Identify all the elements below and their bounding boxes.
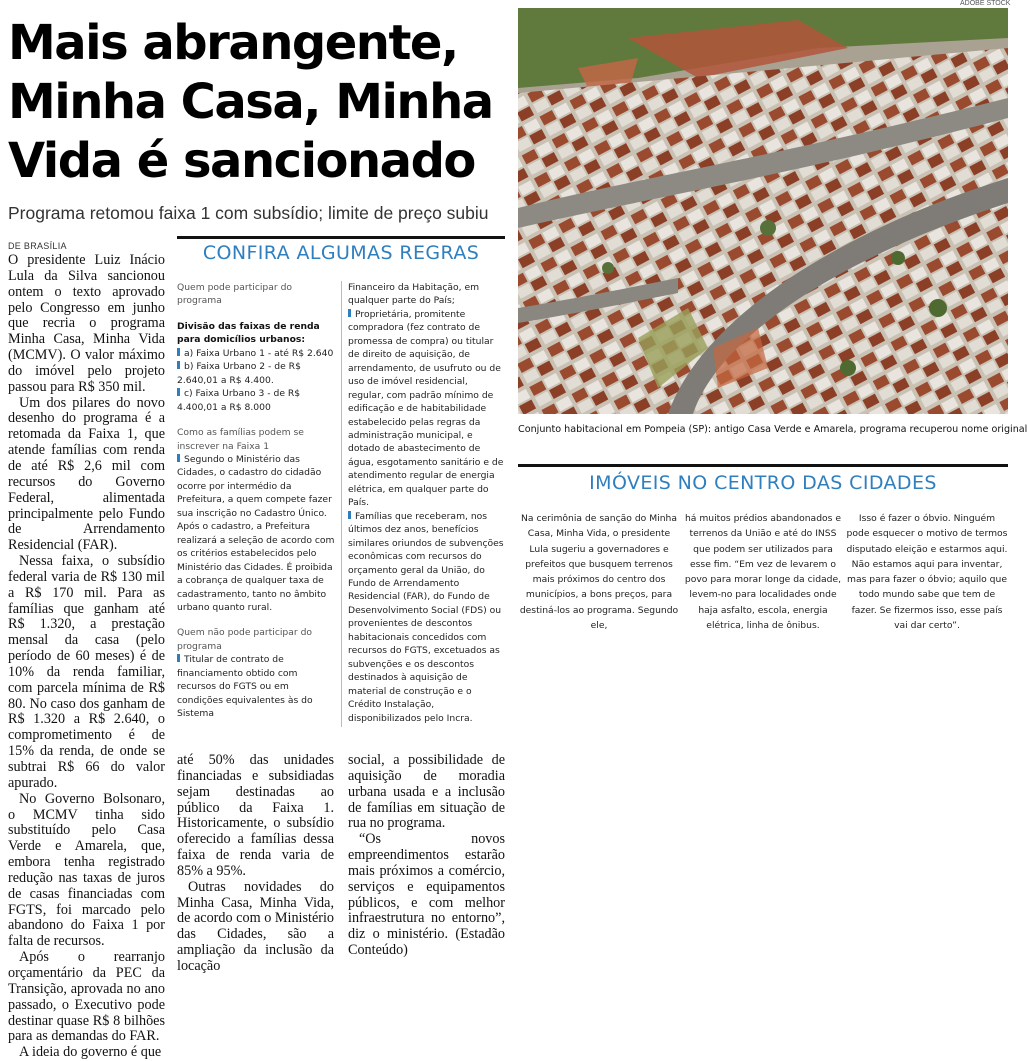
bullet-bar-icon (177, 654, 180, 662)
article-column-1 (8, 253, 165, 1061)
center-box-title: IMÓVEIS NO CENTRO DAS CIDADES (589, 472, 937, 494)
income-band-item: b) Faixa Urbano 2 - de R$ 2.640,01 a R$ 4.400. (177, 361, 301, 386)
article-paragraph: Outras novidades do Minha Casa, Minha Vida, de acordo com o Ministério das Cidades, são a ampliação da inclusão da locação (177, 878, 334, 974)
rules-box-top-rule (177, 236, 505, 239)
article-paragraph: Após o rearranjo orçamentário da PEC da Transição, aprovada no ano passado, o Executivo pode destinar quase R$ 8 bilhões para as demandas do FAR. (8, 949, 165, 1045)
subheadline: Programa retomou faixa 1 com subsídio; limite de preço subiu (8, 203, 489, 223)
bullet-bar-icon (177, 388, 180, 396)
article-paragraph: até 50% das unidades financiadas e subsidiadas sejam destinadas ao público da Faixa 1. Historicamente, o subsídio oferecido a famílias dessa faixa de renda varia de 85% a 95%. (177, 752, 334, 879)
income-band-item: c) Faixa Urbano 3 - de R$ 4.400,01 a R$ 8.000 (177, 388, 301, 413)
bullet-bar-icon (177, 361, 180, 369)
rules-column-1 (177, 281, 337, 721)
photo-credit: ADOBE STOCK (960, 0, 1011, 7)
center-box-top-rule (518, 464, 1008, 467)
aerial-housing-photo (518, 8, 1008, 414)
rules-column-2 (348, 281, 505, 725)
article-column-2 (177, 753, 334, 975)
aerial-photo-illustration (518, 8, 1008, 414)
headline (8, 14, 508, 191)
bullet-bar-icon (177, 454, 180, 462)
headline-line-2: Minha Casa, Minha (8, 74, 493, 130)
who-cannot-text: Titular de contrato de financiamento obtido com recursos do FGTS ou em condições equivalentes às do Sistema (177, 654, 313, 720)
rules-box-divider (341, 281, 342, 727)
headline-line-3: Vida é sancionado (8, 133, 475, 189)
headline-line-1: Mais abrangente, (8, 15, 458, 71)
article-column-3 (348, 753, 505, 959)
article-paragraph: Nessa faixa, o subsídio federal varia de R$ 130 mil a R$ 170 mil. Para as famílias que ganham até R$ 1.320, a prestação mensal da casa (pelo período de 60 meses) é de 10% da renda familiar, com parcela mínima de R$ 80. No caso dos ganham de R$ 1.320 a R$ 2.640, o comprometimento é de 15% da renda, de onde se subtrai R$ 66 do valor apurado. (8, 553, 165, 791)
bullet-bar-icon (177, 348, 180, 356)
rules-col2-item: Famílias que receberam, nos últimos dez anos, benefícios similares oriundos de subvenções econômicas com recursos do orçamento geral da União, do Fundo de Arrendamento Residencial (FAR), do Fundo de Desenvolvimento Social (FDS) ou provenientes de descontos habitacionais concedidos com recursos do FGTS, excetuados as subvenções e os descontos destinados à aquisição de material de construção e o Crédito Instalação, disponibilizados pelo Incra. (348, 510, 504, 724)
center-box-column-2: há muitos prédios abandonados e terrenos da União e até do INSS que podem ser utilizados para esse fim. “Em vez de levarem o povo para morar longe da cidade, levem-no para localidades onde haja asfalto, escola, energia elétrica, linha de ônibus. (684, 513, 842, 632)
article-paragraph: social, a possibilidade de aquisição de moradia urbana usada e a inclusão de famílias em situação de rua no programa. (348, 752, 505, 832)
how-register-text: Segundo o Ministério das Cidades, o cadastro do cidadão ocorre por intermédio da Prefeitura, a quem compete fazer sua inscrição no Cadastro Único. Após o cadastro, a Prefeitura realizará a seleção de acordo com os critérios estabelecidos pelo Ministério das Cidades. É proibida a cobrança de qualquer taxa de cadastramento, tanto no âmbito urbano quanto rural. (177, 453, 335, 613)
article-paragraph: A ideia do governo é que (19, 1044, 162, 1061)
dateline: DE BRASÍLIA (8, 241, 67, 251)
income-band-item: a) Faixa Urbano 1 - até R$ 2.640 (177, 347, 337, 360)
bullet-bar-icon (348, 309, 351, 317)
article-paragraph: Um dos pilares do novo desenho do programa é a retomada da Faixa 1, que atende famílias com renda de até R$ 2,6 mil com recursos do Governo Federal, alimentada principalmente pelo Fundo de Arrendamento Residencial (FAR). (8, 394, 165, 554)
photo-caption: Conjunto habitacional em Pompeia (SP): antigo Casa Verde e Amarela, programa recuperou nome original (518, 424, 1027, 435)
center-box-column-3: Isso é fazer o óbvio. Ninguém pode esquecer o motivo de termos disputado eleição e estarmos aqui. Não estamos aqui para inventar, mas para fazer o óbvio; aquilo que todo mundo sabe que tem de fazer. Se fizermos isso, esse país vai dar certo”. (846, 513, 1008, 632)
rules-section-how-register: Como as famílias podem se inscrever na Faixa 1 (177, 427, 304, 452)
rules-box-title: CONFIRA ALGUMAS REGRAS (202, 242, 480, 264)
rules-section-who-cannot: Quem não pode participar do programa (177, 627, 313, 652)
article-paragraph: O presidente Luiz Inácio Lula da Silva sancionou ontem o texto aprovado pelo Congresso em junho que recria o programa Minha Casa, Minha Vida (MCMV). O valor máximo do imóvel pelo projeto passou para R$ 350 mil. (8, 252, 165, 395)
income-bands-title: Divisão das faixas de renda para domicílios urbanos: (177, 320, 320, 346)
rules-col2-intro: Financeiro da Habitação, em qualquer parte do País; (348, 282, 480, 307)
center-box-column-1: Na cerimônia de sanção do Minha Casa, Minha Vida, o presidente Lula sugeriu a governadores e prefeitos que busquem terrenos mais próximos do centro dos municípios, a bons preços, para destiná-los ao programa. Segundo ele, (519, 513, 679, 632)
article-paragraph: No Governo Bolsonaro, o MCMV tinha sido substituído pelo Casa Verde e Amarela, que, embora tenha registrado redução nas taxas de juros de casas financiadas com FGTS, foi marcado pelo abandono do Faixa 1 por falta de recursos. (8, 790, 165, 950)
article-paragraph: “Os novos empreendimentos estarão mais próximos a comércio, serviços e equipamentos públicos, e com melhor infraestrutura no entorno”, diz o ministério. (Estadão Conteúdo) (348, 831, 505, 959)
rules-col2-item: Proprietária, promitente compradora (fez contrato de promessa de compra) ou titular de direito de aquisição, de arrendamento, de usufruto ou de uso de imóvel residencial, regular, com padrão mínimo de edificação e de habitabilidade estabelecido pelas regras da administração municipal, e dotado de abastecimento de água, esgotamento sanitário e de atendimento regular de energia elétrica, em qualquer parte do País. (348, 308, 504, 509)
bullet-bar-icon (348, 511, 351, 519)
rules-section-who-can: Quem pode participar do programa (177, 282, 293, 307)
